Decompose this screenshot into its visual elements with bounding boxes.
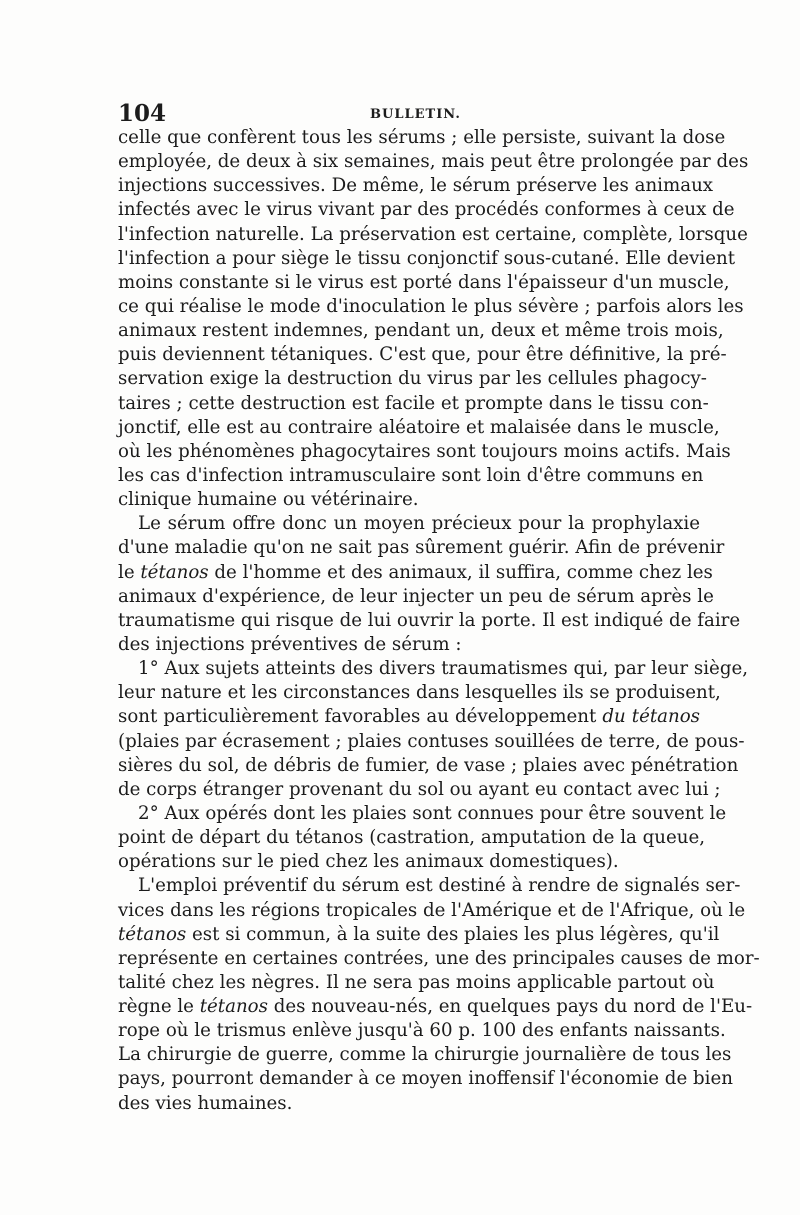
text-line: des vies humaines. [118,1092,293,1114]
text-line: vices dans les régions tropicales de l'Amérique et de l'Afrique, où le [118,899,746,921]
text-line: le tétanos de l'homme et des animaux, il suffira, comme chez les [118,561,713,583]
text-line: où les phénomènes phagocytaires sont toujours moins actifs. Mais [118,440,731,462]
text-line: employée, de deux à six semaines, mais peut être prolongée par des [118,151,749,173]
text-line: pays, pourront demander à ce moyen inoffensif l'économie de bien [118,1068,733,1090]
body-text [118,126,760,1116]
text-line: injections successives. De même, le sérum préserve les animaux [118,175,714,197]
text-line: celle que confèrent tous les sérums ; elle persiste, suivant la dose [118,127,726,148]
text-line: les cas d'infection intramusculaire sont loin d'être communs en [118,464,704,486]
text-line: clinique humaine ou vétérinaire. [118,489,419,511]
running-head: BULLETIN. [370,107,461,122]
text-line: ce qui réalise le mode d'inoculation le plus sévère ; parfois alors les [118,295,744,317]
text-line: animaux d'expérience, de leur injecter un peu de sérum après le [118,585,714,607]
text-line: sières du sol, de débris de fumier, de vase ; plaies avec pénétration [118,754,739,776]
text-line: taires ; cette destruction est facile et prompte dans le tissu con- [118,392,709,414]
text-line: jonctif, elle est au contraire aléatoire et malaisée dans le muscle, [118,416,720,438]
text-line: sont particulièrement favorables au développement du tétanos [118,706,700,728]
text-line: (plaies par écrasement ; plaies contuses souillées de terre, de pous- [118,730,745,752]
text-line: servation exige la destruction du virus par les cellules phagocy- [118,368,707,390]
list-item-1-line: 1° Aux sujets atteints des divers traumatismes qui, par leur siège, [138,658,749,680]
paragraph-start-line: Le sérum offre donc un moyen précieux pour la prophylaxie [138,513,700,535]
text-line: d'une maladie qu'on ne sait pas sûrement guérir. Afin de prévenir [118,537,725,559]
text-line: talité chez les nègres. Il ne sera pas moins applicable partout où [118,971,715,993]
text-line: de corps étranger provenant du sol ou ayant eu contact avec lui ; [118,778,721,800]
list-item-2-line: 2° Aux opérés dont les plaies sont connues pour être souvent le [138,802,727,824]
text-line: animaux restent indemnes, pendant un, deux et même trois mois, [118,320,724,342]
text-line: opérations sur le pied chez les animaux domestiques). [118,851,619,873]
text-line: leur nature et les circonstances dans lesquelles ils se produisent, [118,682,721,704]
text-line: tétanos est si commun, à la suite des plaies les plus légères, qu'il [118,923,720,945]
text-line: La chirurgie de guerre, comme la chirurgie journalière de tous les [118,1044,732,1066]
text-line: des injections préventives de sérum : [118,633,462,655]
text-line: moins constante si le virus est porté dans l'épaisseur d'un muscle, [118,271,730,293]
text-line: point de départ du tétanos (castration, amputation de la queue, [118,827,706,849]
text-line: traumatisme qui risque de lui ouvrir la porte. Il est indiqué de faire [118,609,741,631]
paragraph-start-line: L'emploi préventif du sérum est destiné à rendre de signalés ser- [138,875,741,897]
text-line: infectés avec le virus vivant par des procédés conformes à ceux de [118,199,735,221]
text-line: représente en certaines contrées, une des principales causes de mor- [118,947,760,969]
page-number: 104 [118,100,167,127]
text-line: règne le tétanos des nouveau-nés, en quelques pays du nord de l'Eu- [118,996,753,1018]
text-line: l'infection naturelle. La préservation est certaine, complète, lorsque [118,223,748,245]
text-line: rope où le trismus enlève jusqu'à 60 p. 100 des enfants naissants. [118,1020,726,1042]
text-line: puis deviennent tétaniques. C'est que, pour être définitive, la pré- [118,344,727,366]
text-line: l'infection a pour siège le tissu conjonctif sous-cutané. Elle devient [118,247,736,269]
